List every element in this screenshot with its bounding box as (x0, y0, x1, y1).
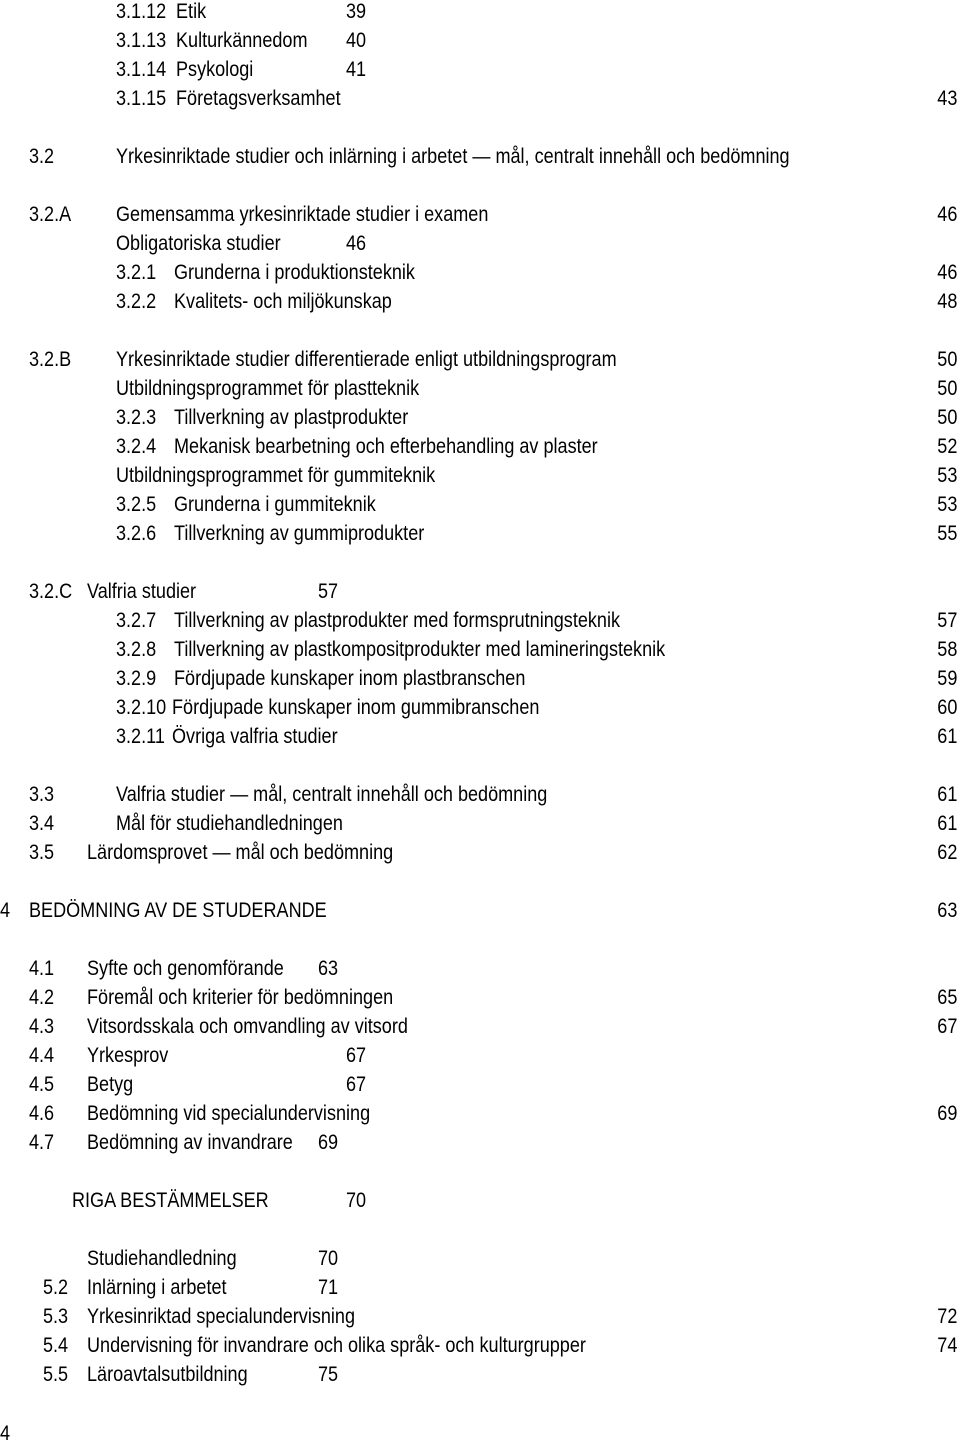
toc-number: 3.2.10 (116, 696, 167, 719)
toc-title: Läroavtalsutbildning (87, 1363, 248, 1386)
toc-page-number: 57 (318, 580, 339, 603)
toc-page-number: 61 (936, 783, 957, 806)
toc-page-number: 69 (318, 1131, 339, 1154)
toc-title: Tillverkning av gummiprodukter (174, 522, 425, 545)
toc-page-number: 70 (318, 1247, 339, 1270)
toc-title: Tillverkning av plastprodukter (174, 406, 409, 429)
toc-page-number: 65 (936, 986, 957, 1009)
toc-title: Studiehandledning (87, 1247, 237, 1270)
toc-title: Psykologi (176, 58, 254, 81)
toc-number: 3.2.B (29, 348, 72, 371)
toc-number: 3.2.8 (116, 638, 157, 661)
toc-page-number: 74 (936, 1334, 957, 1357)
toc-title: Kulturkännedom (176, 29, 308, 52)
toc-title: Syfte och genomförande (87, 957, 284, 980)
toc-title: Grunderna i gummiteknik (174, 493, 376, 516)
toc-number: 5.2 (43, 1276, 69, 1299)
toc-page-number: 46 (936, 203, 957, 226)
toc-page-number: 62 (936, 841, 957, 864)
toc-page-number: 41 (346, 58, 367, 81)
toc-title: Gemensamma yrkesinriktade studier i examen (116, 203, 489, 226)
toc-title: Valfria studier (87, 580, 197, 603)
toc-number: 3.2.A (29, 203, 72, 226)
toc-page-number: 67 (936, 1015, 957, 1038)
toc-number: 3.2.9 (116, 667, 157, 690)
toc-title: Mekanisk bearbetning och efterbehandling av plaster (174, 435, 598, 458)
toc-title: Yrkesinriktad specialundervisning (87, 1305, 356, 1328)
toc-title: Lärdomsprovet — mål och bedömning (87, 841, 394, 864)
toc-title: Betyg (87, 1073, 134, 1096)
toc-number: 3.2.C (29, 580, 73, 603)
toc-page-number: 61 (936, 725, 957, 748)
toc-page-number: 58 (936, 638, 957, 661)
toc-number: 3.2.3 (116, 406, 157, 429)
toc-number: 3.2.1 (116, 261, 157, 284)
toc-title: Valfria studier — mål, centralt innehåll och bedömning (116, 783, 548, 806)
toc-title: Utbildningsprogrammet för gummiteknik (116, 464, 436, 487)
toc-title: Fördjupade kunskaper inom plastbranschen (174, 667, 526, 690)
toc-number: 3.5 (29, 841, 55, 864)
toc-title: Etik (176, 0, 207, 23)
page-footer-number: 4 (0, 1422, 11, 1445)
toc-title: Yrkesinriktade studier differentierade enligt utbildningsprogram (116, 348, 617, 371)
toc-number: 4.1 (29, 957, 55, 980)
toc-page-number: 46 (936, 261, 957, 284)
toc-number: 5.3 (43, 1305, 69, 1328)
toc-number: 4.5 (29, 1073, 55, 1096)
toc-number: 3.2.2 (116, 290, 157, 313)
toc-number: 3.2.4 (116, 435, 157, 458)
toc-page-number: 75 (318, 1363, 339, 1386)
toc-page-number: 52 (936, 435, 957, 458)
toc-title: Yrkesprov (87, 1044, 169, 1067)
toc-page-number: 69 (936, 1102, 957, 1125)
toc-number: 3.1.12 (116, 0, 167, 23)
toc-number: 3.2 (29, 145, 55, 168)
toc-page-number: 55 (936, 522, 957, 545)
toc-number: 4.6 (29, 1102, 55, 1125)
toc-title: Obligatoriska studier (116, 232, 281, 255)
toc-number: 3.2.5 (116, 493, 157, 516)
toc-page-number: 46 (346, 232, 367, 255)
toc-title: Företagsverksamhet (176, 87, 341, 110)
toc-page-number: 50 (936, 348, 957, 371)
toc-number: 4.7 (29, 1131, 55, 1154)
toc-page-number: 71 (318, 1276, 339, 1299)
toc-number: 3.2.6 (116, 522, 157, 545)
toc-title: Mål för studiehandledningen (116, 812, 343, 835)
toc-title: BEDÖMNING AV DE STUDERANDE (29, 899, 327, 922)
toc-page-number: 67 (346, 1044, 367, 1067)
toc-number: 5.5 (43, 1363, 69, 1386)
toc-title: Bedömning vid specialundervisning (87, 1102, 371, 1125)
toc-number: 3.1.13 (116, 29, 167, 52)
toc-title: Utbildningsprogrammet för plastteknik (116, 377, 420, 400)
toc-number: 3.2.11 (116, 725, 165, 748)
toc-title: Vitsordsskala och omvandling av vitsord (87, 1015, 408, 1038)
toc-title: Kvalitets- och miljökunskap (174, 290, 392, 313)
toc-title: Yrkesinriktade studier och inlärning i arbetet — mål, centralt innehåll och bedömning (116, 145, 790, 168)
toc-number: 3.2.7 (116, 609, 157, 632)
toc-title: RIGA BESTÄMMELSER (72, 1189, 269, 1212)
toc-page-number: 70 (346, 1189, 367, 1212)
toc-page-number: 48 (936, 290, 957, 313)
toc-number: 5.4 (43, 1334, 69, 1357)
toc-page-number: 63 (318, 957, 339, 980)
toc-title: Fördjupade kunskaper inom gummibranschen (172, 696, 540, 719)
toc-page-number: 60 (936, 696, 957, 719)
toc-page-number: 53 (936, 493, 957, 516)
toc-page-number: 59 (936, 667, 957, 690)
toc-page-number: 39 (346, 0, 367, 23)
toc-number: 4 (0, 899, 11, 922)
toc-page-number: 63 (936, 899, 957, 922)
toc-title: Bedömning av invandrare (87, 1131, 293, 1154)
toc-page-number: 50 (936, 406, 957, 429)
toc-page-number: 53 (936, 464, 957, 487)
toc-number: 3.3 (29, 783, 55, 806)
toc-title: Tillverkning av plastkompositprodukter med lamineringsteknik (174, 638, 666, 661)
toc-number: 3.4 (29, 812, 55, 835)
toc-number: 4.4 (29, 1044, 55, 1067)
toc-page-number: 40 (346, 29, 367, 52)
toc-number: 3.1.15 (116, 87, 167, 110)
toc-title: Övriga valfria studier (172, 725, 338, 748)
toc-page-number: 67 (346, 1073, 367, 1096)
toc-number: 4.2 (29, 986, 55, 1009)
toc-title: Inlärning i arbetet (87, 1276, 227, 1299)
toc-page-number: 43 (936, 87, 957, 110)
toc-title: Tillverkning av plastprodukter med formsprutningsteknik (174, 609, 621, 632)
toc-title: Föremål och kriterier för bedömningen (87, 986, 394, 1009)
toc-page-number: 57 (936, 609, 957, 632)
toc-page-number: 50 (936, 377, 957, 400)
toc-title: Undervisning för invandrare och olika språk- och kulturgrupper (87, 1334, 586, 1357)
toc-page-number: 72 (936, 1305, 957, 1328)
toc-number: 4.3 (29, 1015, 55, 1038)
toc-title: Grunderna i produktionsteknik (174, 261, 415, 284)
toc-page-number: 61 (936, 812, 957, 835)
toc-number: 3.1.14 (116, 58, 167, 81)
